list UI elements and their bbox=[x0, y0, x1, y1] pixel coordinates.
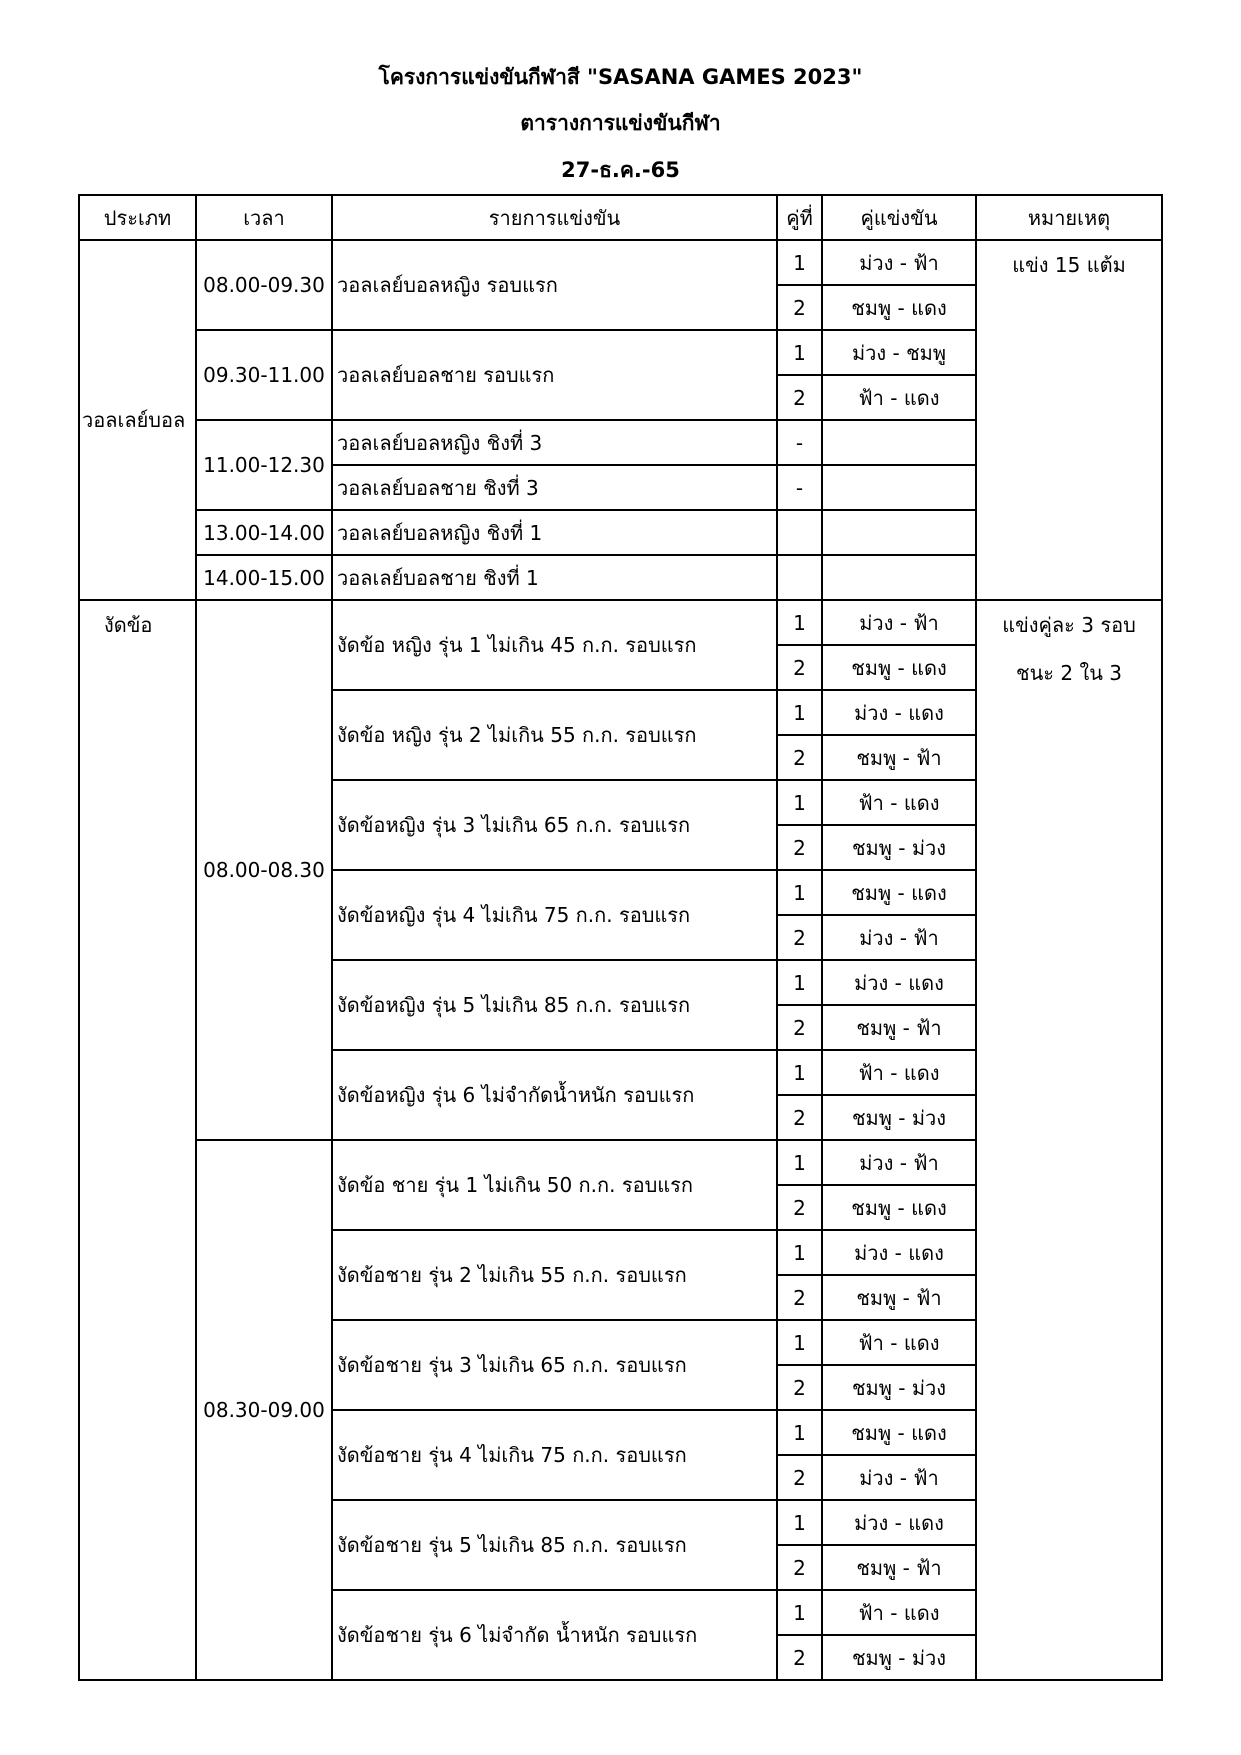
teams-cell: ฟ้า - แดง bbox=[822, 1050, 976, 1095]
match-no-cell bbox=[777, 555, 822, 600]
table-row bbox=[79, 600, 1162, 645]
event-cell: งัดข้อหญิง รุ่น 5 ไม่เกิน 85 ก.ก. รอบแรก bbox=[332, 960, 777, 1050]
schedule-table bbox=[78, 194, 1163, 1681]
match-no-cell: 1 bbox=[777, 690, 822, 735]
teams-cell bbox=[822, 510, 976, 555]
match-no-cell: 2 bbox=[777, 375, 822, 420]
time-cell: 08.00-09.30 bbox=[196, 240, 332, 330]
category-volleyball: วอลเลย์บอล bbox=[79, 240, 196, 600]
event-cell: งัดข้อหญิง รุ่น 3 ไม่เกิน 65 ก.ก. รอบแรก bbox=[332, 780, 777, 870]
table-row bbox=[79, 240, 1162, 285]
match-no-cell: 1 bbox=[777, 1140, 822, 1185]
event-cell: งัดข้อชาย รุ่น 6 ไม่จำกัด น้ำหนัก รอบแรก bbox=[332, 1590, 777, 1680]
match-no-cell: 2 bbox=[777, 1185, 822, 1230]
match-no-cell: 2 bbox=[777, 1455, 822, 1500]
col-header-type: ประเภท bbox=[79, 195, 196, 240]
event-cell: งัดข้อชาย รุ่น 3 ไม่เกิน 65 ก.ก. รอบแรก bbox=[332, 1320, 777, 1410]
col-header-time: เวลา bbox=[196, 195, 332, 240]
teams-cell: ชมพู - แดง bbox=[822, 285, 976, 330]
table-header-row bbox=[79, 195, 1162, 240]
teams-cell: ชมพู - ฟ้า bbox=[822, 1005, 976, 1050]
teams-cell: ม่วง - แดง bbox=[822, 960, 976, 1005]
teams-cell: ม่วง - ฟ้า bbox=[822, 1455, 976, 1500]
teams-cell: ชมพู - ฟ้า bbox=[822, 1275, 976, 1320]
time-cell: 08.30-09.00 bbox=[196, 1140, 332, 1680]
match-no-cell: 1 bbox=[777, 240, 822, 285]
event-cell: วอลเลย์บอลชาย ชิงที่ 3 bbox=[332, 465, 777, 510]
teams-cell: ม่วง - ฟ้า bbox=[822, 1140, 976, 1185]
teams-cell: ฟ้า - แดง bbox=[822, 1320, 976, 1365]
match-no-cell: 2 bbox=[777, 825, 822, 870]
note-arm-wrestling bbox=[976, 600, 1162, 1680]
event-cell: งัดข้อหญิง รุ่น 6 ไม่จำกัดน้ำหนัก รอบแรก bbox=[332, 1050, 777, 1140]
match-no-cell: 1 bbox=[777, 780, 822, 825]
match-no-cell: 1 bbox=[777, 870, 822, 915]
event-cell: งัดข้อ หญิง รุ่น 2 ไม่เกิน 55 ก.ก. รอบแรก bbox=[332, 690, 777, 780]
teams-cell: ชมพู - ม่วง bbox=[822, 1095, 976, 1140]
match-no-cell: - bbox=[777, 465, 822, 510]
match-no-cell: 1 bbox=[777, 600, 822, 645]
event-cell: งัดข้อ หญิง รุ่น 1 ไม่เกิน 45 ก.ก. รอบแรก bbox=[332, 600, 777, 690]
document-title: โครงการแข่งขันกีฬาสี "SASANA GAMES 2023" bbox=[378, 65, 863, 89]
teams-cell: ชมพู - แดง bbox=[822, 645, 976, 690]
teams-cell bbox=[822, 555, 976, 600]
match-no-cell: 1 bbox=[777, 1410, 822, 1455]
match-no-cell: 2 bbox=[777, 1635, 822, 1680]
teams-cell: ฟ้า - แดง bbox=[822, 375, 976, 420]
teams-cell bbox=[822, 465, 976, 510]
col-header-note: หมายเหตุ bbox=[976, 195, 1162, 240]
note-volleyball: แข่ง 15 แต้ม bbox=[976, 240, 1162, 600]
event-cell: วอลเลย์บอลชาย ชิงที่ 1 bbox=[332, 555, 777, 600]
match-no-cell: 1 bbox=[777, 330, 822, 375]
teams-cell: ชมพู - ฟ้า bbox=[822, 735, 976, 780]
match-no-cell: 1 bbox=[777, 1050, 822, 1095]
match-no-cell: 1 bbox=[777, 1230, 822, 1275]
teams-cell: ม่วง - ฟ้า bbox=[822, 240, 976, 285]
col-header-match-no: คู่ที่ bbox=[777, 195, 822, 240]
event-cell: งัดข้อชาย รุ่น 2 ไม่เกิน 55 ก.ก. รอบแรก bbox=[332, 1230, 777, 1320]
note-line-2: ชนะ 2 ใน 3 bbox=[1016, 661, 1122, 685]
teams-cell: ชมพู - ม่วง bbox=[822, 1365, 976, 1410]
event-cell: วอลเลย์บอลหญิง ชิงที่ 1 bbox=[332, 510, 777, 555]
match-no-cell: 2 bbox=[777, 645, 822, 690]
match-no-cell bbox=[777, 510, 822, 555]
teams-cell: ชมพู - แดง bbox=[822, 870, 976, 915]
event-cell: วอลเลย์บอลชาย รอบแรก bbox=[332, 330, 777, 420]
teams-cell: ฟ้า - แดง bbox=[822, 1590, 976, 1635]
note-line-1: แข่งคู่ละ 3 รอบ bbox=[1002, 613, 1136, 637]
teams-cell: ชมพู - ม่วง bbox=[822, 1635, 976, 1680]
match-no-cell: 2 bbox=[777, 1365, 822, 1410]
time-cell: 14.00-15.00 bbox=[196, 555, 332, 600]
event-cell: วอลเลย์บอลหญิง ชิงที่ 3 bbox=[332, 420, 777, 465]
match-no-cell: 2 bbox=[777, 1545, 822, 1590]
match-no-cell: 2 bbox=[777, 1005, 822, 1050]
document-subtitle: ตารางการแข่งขันกีฬา bbox=[520, 111, 721, 135]
document-date: 27-ธ.ค.-65 bbox=[561, 158, 680, 182]
event-cell: งัดข้อหญิง รุ่น 4 ไม่เกิน 75 ก.ก. รอบแรก bbox=[332, 870, 777, 960]
teams-cell: ชมพู - ฟ้า bbox=[822, 1545, 976, 1590]
match-no-cell: 1 bbox=[777, 1320, 822, 1365]
time-cell: 13.00-14.00 bbox=[196, 510, 332, 555]
teams-cell: ม่วง - ฟ้า bbox=[822, 600, 976, 645]
match-no-cell: 1 bbox=[777, 1500, 822, 1545]
col-header-event: รายการแข่งขัน bbox=[332, 195, 777, 240]
category-arm-wrestling: งัดข้อ bbox=[79, 600, 196, 1680]
teams-cell: ชมพู - แดง bbox=[822, 1410, 976, 1455]
match-no-cell: 2 bbox=[777, 735, 822, 780]
match-no-cell: 2 bbox=[777, 1275, 822, 1320]
match-no-cell: 2 bbox=[777, 1095, 822, 1140]
teams-cell: ม่วง - ฟ้า bbox=[822, 915, 976, 960]
teams-cell: ฟ้า - แดง bbox=[822, 780, 976, 825]
event-cell: งัดข้อชาย รุ่น 5 ไม่เกิน 85 ก.ก. รอบแรก bbox=[332, 1500, 777, 1590]
event-cell: วอลเลย์บอลหญิง รอบแรก bbox=[332, 240, 777, 330]
match-no-cell: 1 bbox=[777, 960, 822, 1005]
event-cell: งัดข้อชาย รุ่น 4 ไม่เกิน 75 ก.ก. รอบแรก bbox=[332, 1410, 777, 1500]
time-cell: 09.30-11.00 bbox=[196, 330, 332, 420]
time-cell: 08.00-08.30 bbox=[196, 600, 332, 1140]
match-no-cell: 2 bbox=[777, 285, 822, 330]
match-no-cell: - bbox=[777, 420, 822, 465]
match-no-cell: 1 bbox=[777, 1590, 822, 1635]
time-cell: 11.00-12.30 bbox=[196, 420, 332, 510]
teams-cell bbox=[822, 420, 976, 465]
match-no-cell: 2 bbox=[777, 915, 822, 960]
teams-cell: ม่วง - แดง bbox=[822, 1500, 976, 1545]
teams-cell: ชมพู - แดง bbox=[822, 1185, 976, 1230]
teams-cell: ม่วง - แดง bbox=[822, 690, 976, 735]
col-header-teams: คู่แข่งขัน bbox=[822, 195, 976, 240]
teams-cell: ม่วง - ชมพู bbox=[822, 330, 976, 375]
teams-cell: ม่วง - แดง bbox=[822, 1230, 976, 1275]
event-cell: งัดข้อ ชาย รุ่น 1 ไม่เกิน 50 ก.ก. รอบแรก bbox=[332, 1140, 777, 1230]
teams-cell: ชมพู - ม่วง bbox=[822, 825, 976, 870]
